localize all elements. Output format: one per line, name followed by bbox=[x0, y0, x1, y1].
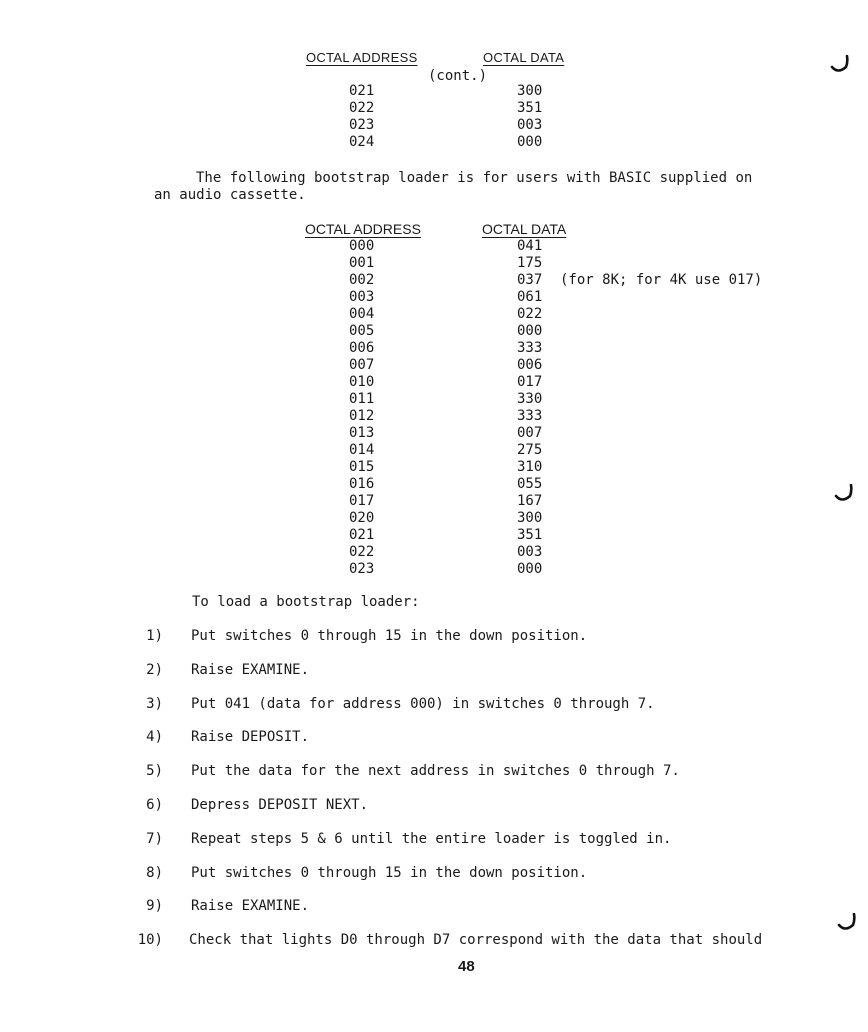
step-number: 8) bbox=[146, 865, 163, 881]
octal-data-cell: 300 bbox=[517, 510, 543, 526]
step-text: Depress DEPOSIT NEXT. bbox=[191, 797, 369, 813]
main-data-column bbox=[517, 238, 542, 578]
checkmark-icon bbox=[829, 55, 851, 75]
step-number: 7) bbox=[146, 831, 163, 847]
octal-data-cell: 333 bbox=[517, 408, 543, 424]
octal-address-cell: 021 bbox=[349, 83, 375, 99]
step-number: 3) bbox=[146, 696, 163, 712]
octal-data-cell: 000 bbox=[517, 134, 543, 150]
octal-data-cell: 041 bbox=[517, 238, 543, 254]
octal-data-cell: 003 bbox=[517, 544, 543, 560]
size-note: (for 8K; for 4K use 017) bbox=[560, 272, 763, 288]
octal-data-cell: 037 bbox=[517, 272, 543, 288]
octal-address-cell: 023 bbox=[349, 561, 375, 577]
main-data-header: OCTAL DATA bbox=[482, 221, 567, 237]
step-number: 5) bbox=[146, 763, 163, 779]
octal-address-cell: 013 bbox=[349, 425, 375, 441]
octal-address-cell: 023 bbox=[349, 117, 375, 133]
octal-address-cell: 004 bbox=[349, 306, 375, 322]
step-number: 4) bbox=[146, 729, 163, 745]
octal-data-cell: 022 bbox=[517, 306, 543, 322]
octal-data-cell: 351 bbox=[517, 527, 543, 543]
main-address-column bbox=[349, 238, 374, 578]
top-address-column bbox=[349, 83, 374, 151]
octal-address-cell: 022 bbox=[349, 100, 375, 116]
octal-data-cell: 003 bbox=[517, 117, 543, 133]
octal-address-cell: 017 bbox=[349, 493, 375, 509]
step-text: Repeat steps 5 & 6 until the entire loader is toggled in. bbox=[191, 831, 672, 847]
octal-data-cell: 007 bbox=[517, 425, 543, 441]
octal-data-cell: 351 bbox=[517, 100, 543, 116]
octal-address-cell: 003 bbox=[349, 289, 375, 305]
step-text: Put switches 0 through 15 in the down position. bbox=[191, 628, 588, 644]
top-data-header: OCTAL DATA bbox=[483, 50, 565, 65]
checkmark-icon bbox=[836, 913, 858, 933]
step-number: 2) bbox=[146, 662, 163, 678]
octal-data-cell: 275 bbox=[517, 442, 543, 458]
octal-address-cell: 016 bbox=[349, 476, 375, 492]
octal-address-cell: 007 bbox=[349, 357, 375, 373]
octal-address-cell: 024 bbox=[349, 134, 375, 150]
octal-address-cell: 021 bbox=[349, 527, 375, 543]
step-text: Put 041 (data for address 000) in switches 0 through 7. bbox=[191, 696, 655, 712]
octal-data-cell: 006 bbox=[517, 357, 543, 373]
octal-data-cell: 310 bbox=[517, 459, 543, 475]
cont-label: (cont.) bbox=[428, 68, 488, 84]
intro-line-1: The following bootstrap loader is for users with BASIC supplied on bbox=[196, 170, 753, 186]
steps-heading: To load a bootstrap loader: bbox=[192, 594, 420, 610]
checkmark-icon bbox=[833, 484, 855, 504]
step-text: Put switches 0 through 15 in the down position. bbox=[191, 865, 588, 881]
top-address-header: OCTAL ADDRESS bbox=[306, 50, 418, 65]
page-number: 48 bbox=[458, 958, 475, 975]
octal-data-cell: 017 bbox=[517, 374, 543, 390]
octal-data-cell: 175 bbox=[517, 255, 543, 271]
step-text: Raise EXAMINE. bbox=[191, 662, 310, 678]
octal-address-cell: 020 bbox=[349, 510, 375, 526]
octal-address-cell: 006 bbox=[349, 340, 375, 356]
step-number: 9) bbox=[146, 898, 163, 914]
octal-address-cell: 011 bbox=[349, 391, 375, 407]
octal-address-cell: 012 bbox=[349, 408, 375, 424]
octal-address-cell: 015 bbox=[349, 459, 375, 475]
octal-data-cell: 300 bbox=[517, 83, 543, 99]
step-text: Raise DEPOSIT. bbox=[191, 729, 310, 745]
octal-data-cell: 167 bbox=[517, 493, 543, 509]
step-number: 1) bbox=[146, 628, 163, 644]
octal-address-cell: 010 bbox=[349, 374, 375, 390]
octal-data-cell: 000 bbox=[517, 561, 543, 577]
octal-address-cell: 002 bbox=[349, 272, 375, 288]
step-number: 6) bbox=[146, 797, 163, 813]
octal-address-cell: 022 bbox=[349, 544, 375, 560]
step-text: Check that lights D0 through D7 correspond with the data that should bbox=[189, 932, 763, 948]
main-address-header: OCTAL ADDRESS bbox=[305, 221, 421, 237]
octal-address-cell: 001 bbox=[349, 255, 375, 271]
intro-line-2: an audio cassette. bbox=[154, 187, 306, 203]
top-data-column bbox=[517, 83, 542, 151]
step-text: Raise EXAMINE. bbox=[191, 898, 310, 914]
step-text: Put the data for the next address in switches 0 through 7. bbox=[191, 763, 680, 779]
octal-data-cell: 061 bbox=[517, 289, 543, 305]
octal-data-cell: 000 bbox=[517, 323, 543, 339]
octal-address-cell: 014 bbox=[349, 442, 375, 458]
octal-data-cell: 333 bbox=[517, 340, 543, 356]
octal-data-cell: 055 bbox=[517, 476, 543, 492]
octal-data-cell: 330 bbox=[517, 391, 543, 407]
octal-address-cell: 005 bbox=[349, 323, 375, 339]
octal-address-cell: 000 bbox=[349, 238, 375, 254]
step-number: 10) bbox=[137, 932, 163, 948]
